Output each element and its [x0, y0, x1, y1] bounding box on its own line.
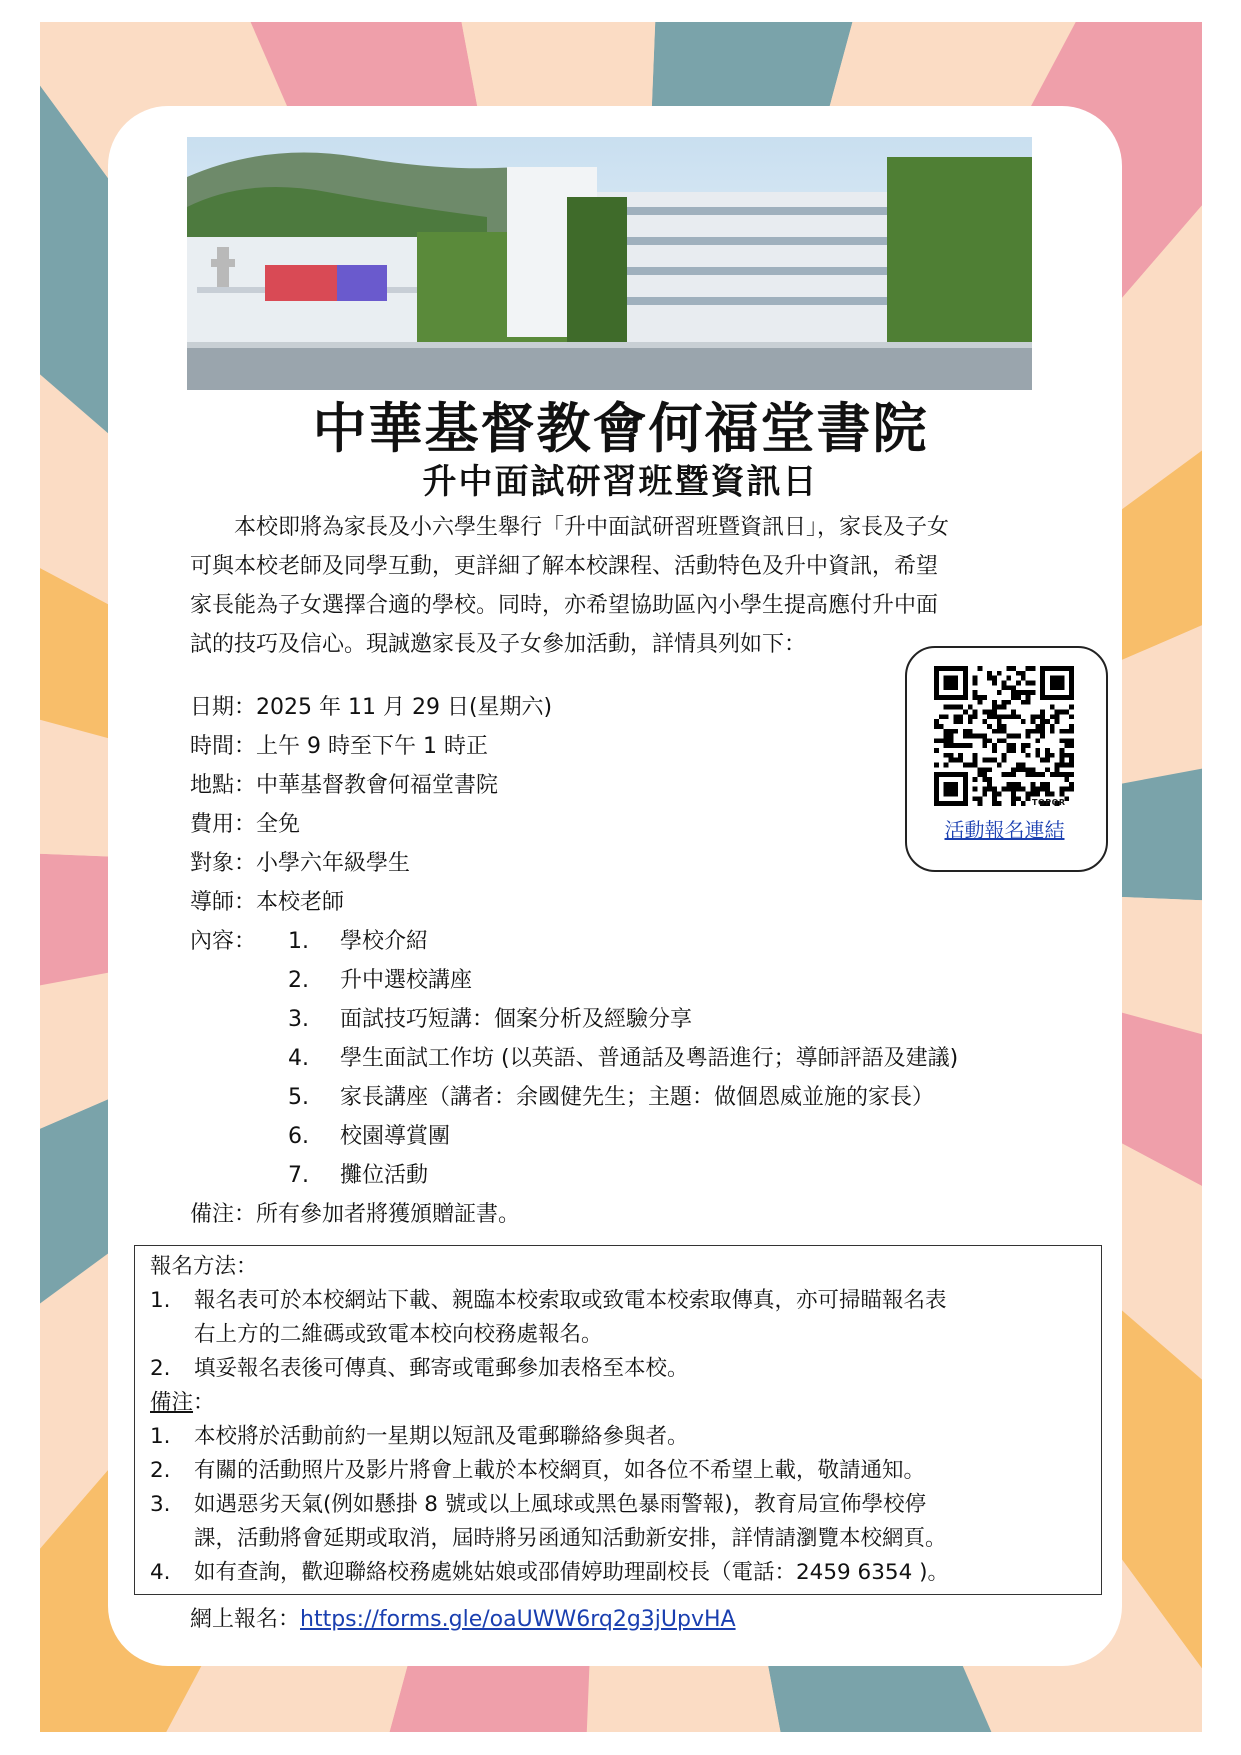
registration-item-text: 填妥報名表後可傳真、郵寄或電郵參加表格至本校。 — [194, 1356, 689, 1381]
event-date: 日期：2025 年 11 月 29 日(星期六) — [190, 695, 553, 720]
content-item-number: 4. — [288, 1046, 309, 1071]
online-registration-url[interactable]: https://forms.gle/oaUWW6rq2g3jUpvHA — [300, 1607, 736, 1632]
intro-line: 試的技巧及信心。現誠邀家長及子女參加活動，詳情具列如下： — [190, 632, 807, 657]
content-item-number: 5. — [288, 1085, 309, 1110]
registration-item-text: 報名表可於本校網站下載、親臨本校索取或致電本校索取傳真，亦可掃瞄報名表 — [194, 1288, 947, 1313]
content-item: 校園導賞團 — [340, 1124, 451, 1149]
note-text: 如遇惡劣天氣(例如懸掛 8 號或以上風球或黑色暴雨警報)，教育局宣佈學校停 — [194, 1492, 927, 1517]
intro-line: 家長能為子女選擇合適的學校。同時，亦希望協助區內小學生提高應付升中面 — [190, 593, 939, 618]
qr-code[interactable] — [934, 666, 1074, 806]
content-item-number: 7. — [288, 1163, 309, 1188]
content-item-number: 6. — [288, 1124, 309, 1149]
intro-line: 本校即將為家長及小六學生舉行「升中面試研習班暨資訊日」，家長及子女 — [190, 515, 950, 540]
content-label: 內容： — [190, 929, 257, 954]
content-item: 學生面試工作坊 (以英語、普通話及粵語進行；導師評語及建議) — [340, 1046, 959, 1071]
school-name-title: 中華基督教會何福堂書院 — [312, 397, 929, 460]
registration-item-number: 2. — [150, 1356, 171, 1381]
content-item: 面試技巧短講：個案分析及經驗分享 — [340, 1007, 693, 1032]
note-text: 課，活動將會延期或取消，屆時將另函通知活動新安排，詳情請瀏覽本校網頁。 — [194, 1526, 947, 1551]
content-item: 家長講座（講者：余國健先生；主題：做個恩威並施的家長） — [340, 1085, 935, 1110]
content-item: 升中選校講座 — [340, 968, 473, 993]
content-item: 學校介紹 — [340, 929, 429, 954]
registration-link[interactable]: 活動報名連結 — [944, 818, 1065, 842]
content-item-number: 1. — [288, 929, 309, 954]
event-tutor: 導師：本校老師 — [190, 890, 345, 915]
event-target: 對象：小學六年級學生 — [190, 851, 411, 876]
content-item-number: 2. — [288, 968, 309, 993]
qr-brand-mark: TOPQR — [1032, 798, 1066, 807]
note-number: 3. — [150, 1492, 171, 1517]
event-venue: 地點：中華基督教會何福堂書院 — [190, 773, 499, 798]
remark: 備注：所有參加者將獲頒贈証書。 — [190, 1202, 521, 1227]
online-registration — [190, 1600, 736, 1639]
content-item-number: 3. — [288, 1007, 309, 1032]
note-text: 如有查詢，歡迎聯絡校務處姚姑娘或邵倩婷助理副校長（電話：2459 6354 )。 — [194, 1560, 949, 1585]
intro-line: 可與本校老師及同學互動，更詳細了解本校課程、活動特色及升中資訊，希望 — [190, 554, 939, 579]
content-item: 攤位活動 — [340, 1163, 429, 1188]
event-time: 時間：上午 9 時至下午 1 時正 — [190, 734, 488, 759]
registration-item-number: 1. — [150, 1288, 171, 1313]
registration-item-text: 右上方的二維碼或致電本校向校務處報名。 — [194, 1322, 603, 1347]
event-fee: 費用：全免 — [190, 812, 301, 837]
note-number: 2. — [150, 1458, 171, 1483]
online-registration-label: 網上報名： — [190, 1607, 301, 1632]
note-number: 1. — [150, 1424, 171, 1449]
note-number: 4. — [150, 1560, 171, 1585]
event-subtitle: 升中面試研習班暨資訊日 — [422, 462, 819, 502]
school-photo — [187, 137, 1032, 390]
notes-heading: 備注： — [150, 1390, 215, 1415]
note-text: 有關的活動照片及影片將會上載於本校網頁，如各位不希望上載，敬請通知。 — [194, 1458, 926, 1483]
registration-heading: 報名方法： — [150, 1254, 258, 1279]
note-text: 本校將於活動前約一星期以短訊及電郵聯絡參與者。 — [194, 1424, 689, 1449]
